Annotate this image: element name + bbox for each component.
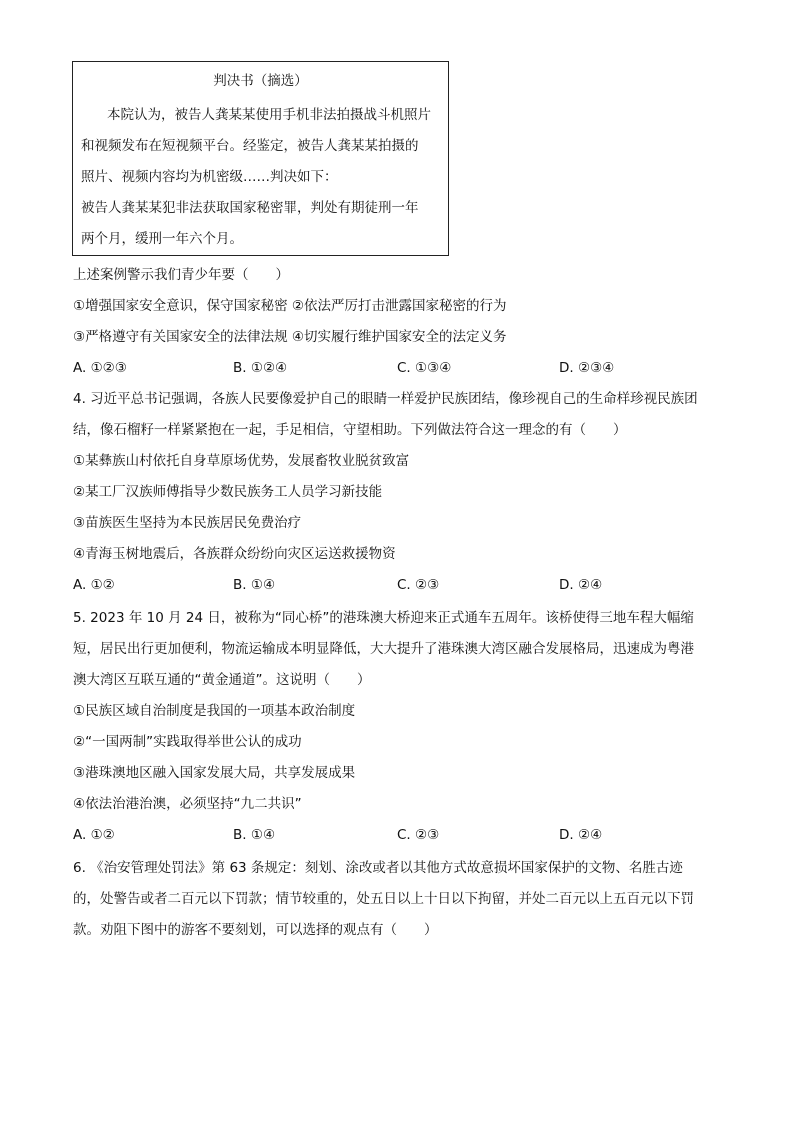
question-stem: 4. 习近平总书记强调，各族人民要像爱护自己的眼睛一样爱护民族团结，像珍视自己的生命样珍视民族团	[73, 391, 698, 407]
statement-line: ④青海玉树地震后，各族群众纷纷向灾区运送救援物资	[73, 546, 396, 562]
option-b[interactable]: B. ①④	[233, 827, 276, 843]
statement-line: ③苗族医生坚持为本民族居民免费治疗	[73, 515, 302, 531]
judgment-line: 被告人龚某某犯非法获取国家秘密罪，判处有期徒刑一年	[81, 200, 419, 216]
judgment-line: 照片、视频内容均为机密级……判决如下：	[81, 169, 338, 185]
statement-line: ④依法治港治澳，必须坚持“九二共识”	[73, 796, 302, 812]
question-6	[73, 853, 733, 946]
option-a[interactable]: A. ①②③	[73, 360, 127, 376]
question-stem: 的，处警告或者二百元以下罚款；情节较重的，处五日以上十日以下拘留，并处二百元以上五百元以下罚	[73, 891, 694, 907]
option-c[interactable]: C. ②③	[397, 827, 440, 843]
answer-options	[73, 820, 733, 851]
option-d[interactable]: D. ②④	[559, 577, 603, 593]
option-b[interactable]: B. ①④	[233, 577, 276, 593]
question-stem: 6. 《治安管理处罚法》第 63 条规定：刻划、涂改或者以其他方式故意损坏国家保护的文物、名胜古迹	[73, 860, 683, 876]
statement-line: ③港珠澳地区融入国家发展大局，共享发展成果	[73, 765, 356, 781]
answer-options	[73, 570, 733, 601]
question-stem: 上述案例警示我们青少年要（ ）	[73, 267, 289, 283]
option-d[interactable]: D. ②④	[559, 827, 603, 843]
judgment-line: 两个月，缓刑一年六个月。	[81, 231, 243, 247]
judgment-excerpt-box	[72, 61, 449, 256]
option-a[interactable]: A. ①②	[73, 827, 115, 843]
option-c[interactable]: C. ②③	[397, 577, 440, 593]
answer-options	[73, 353, 733, 384]
question-4	[73, 384, 733, 601]
statement-line: ③严格遵守有关国家安全的法律法规 ④切实履行维护国家安全的法定义务	[73, 329, 507, 345]
statement-line: ①民族区域自治制度是我国的一项基本政治制度	[73, 703, 356, 719]
statement-line: ②“一国两制”实践取得举世公认的成功	[73, 734, 302, 750]
option-a[interactable]: A. ①②	[73, 577, 115, 593]
judgment-line: 和视频发布在短视频平台。经鉴定，被告人龚某某拍摄的	[81, 138, 419, 154]
judgment-line: 本院认为，被告人龚某某使用手机非法拍摄战斗机照片	[107, 107, 431, 123]
option-c[interactable]: C. ①③④	[397, 360, 452, 376]
question-stem: 结，像石榴籽一样紧紧抱在一起，手足相信，守望相助。下列做法符合这一理念的有（ ）	[73, 422, 627, 438]
question-stem: 5. 2023 年 10 月 24 日，被称为“同心桥”的港珠澳大桥迎来正式通车五周年。该桥使得三地车程大幅缩	[73, 610, 694, 626]
statement-line: ②某工厂汉族师傅指导少数民族务工人员学习新技能	[73, 484, 383, 500]
question-5	[73, 603, 733, 851]
option-d[interactable]: D. ②③④	[559, 360, 615, 376]
question-stem: 澳大湾区互联互通的“黄金通道”。这说明（ ）	[73, 672, 371, 688]
question-stem: 款。劝阻下图中的游客不要刻划，可以选择的观点有（ ）	[73, 922, 438, 938]
option-b[interactable]: B. ①②④	[233, 360, 288, 376]
statement-line: ①某彝族山村依托自身草原场优势，发展畜牧业脱贫致富	[73, 453, 410, 469]
statement-line: ①增强国家安全意识，保守国家秘密 ②依法严厉打击泄露国家秘密的行为	[73, 298, 507, 314]
question-3	[73, 260, 733, 384]
question-stem: 短，居民出行更加便利，物流运输成本明显降低，大大提升了港珠澳大湾区融合发展格局，迅速成为粤港	[73, 641, 694, 657]
judgment-title: 判决书（摘选）	[213, 73, 308, 89]
